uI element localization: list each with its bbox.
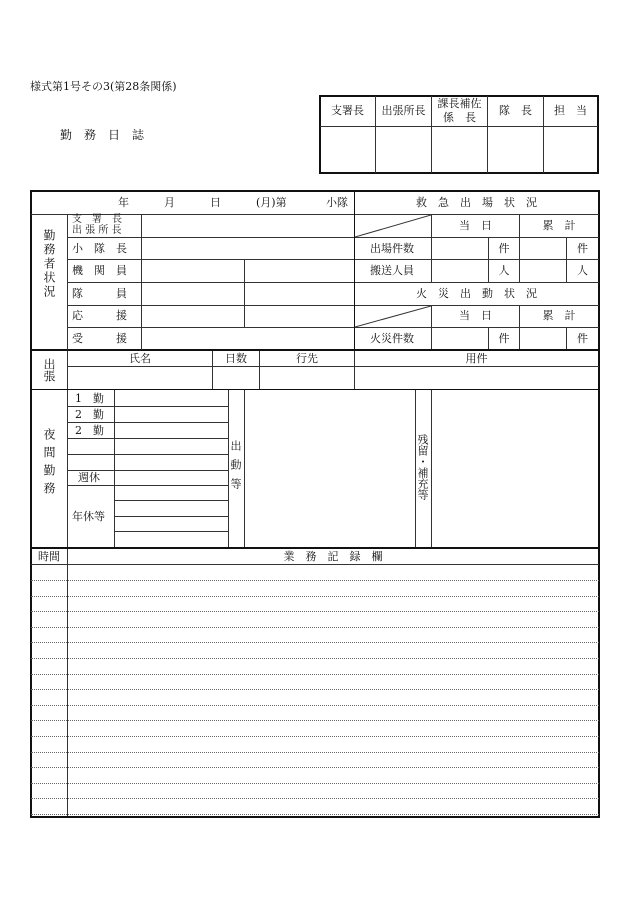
fire-unit: 件 (577, 332, 588, 345)
approval-cell-label: 係 長 (443, 111, 476, 124)
log-ruled-line (31, 642, 599, 643)
ems-title: 救 急 出 場 状 況 (416, 196, 537, 209)
log-ruled-line (31, 596, 599, 597)
log-ruled-line (31, 658, 599, 659)
log-ruled-line (31, 705, 599, 706)
log-ruled-line (31, 736, 599, 737)
night-row-label: 2 勤 (75, 424, 104, 437)
log-ruled-line (31, 720, 599, 721)
trip-header: 用件 (465, 352, 488, 365)
annual-leave-label: 年休等 (72, 510, 105, 523)
ems-unit: 人 (498, 264, 510, 277)
weekday-label: (月)第 (256, 196, 287, 209)
log-ruled-line (31, 689, 599, 690)
ems-total-header: 累 計 (542, 219, 576, 232)
ems-unit: 件 (498, 242, 510, 255)
remain-label: 残留・補充等 (416, 434, 429, 500)
approval-cell-label: 出張所長 (381, 104, 426, 117)
fire-today-header: 当 日 (459, 309, 492, 322)
log-ruled-line (31, 674, 599, 675)
diagonal-slash (355, 215, 431, 237)
staff-row-label: 出 張 所 長 (72, 225, 122, 236)
day-label: 日 (210, 196, 221, 209)
staff-side-label: 勤務者状況 (42, 229, 56, 299)
approval-cell-label: 隊 長 (499, 104, 532, 117)
month-label: 月 (164, 196, 175, 209)
trip-header: 日数 (225, 352, 247, 365)
log-time-header: 時間 (38, 550, 60, 563)
fire-row-label: 火災件数 (370, 332, 414, 345)
fire-unit: 件 (498, 332, 510, 345)
night-side-label: 夜間勤務 (42, 428, 56, 500)
night-row-label: 1 勤 (75, 392, 104, 405)
staff-row-label: 隊 員 (72, 287, 127, 300)
trip-side-label: 出張 (42, 358, 56, 382)
staff-row-label: 小 隊 長 (72, 242, 127, 255)
ems-unit: 人 (577, 264, 588, 277)
trip-header: 行先 (296, 352, 318, 365)
ems-row-label: 出場件数 (370, 242, 414, 255)
staff-row-label: 応 援 (72, 309, 127, 322)
dispatch-label: 出動等 (229, 440, 242, 497)
approval-cell-label: 支署長 (331, 104, 364, 117)
log-ruled-line (31, 783, 599, 784)
diagonal-slash (355, 306, 431, 327)
approval-cell-label: 課長補佐 (437, 97, 482, 110)
log-ruled-line (31, 798, 599, 799)
ems-unit: 件 (577, 242, 588, 255)
log-ruled-line (31, 767, 599, 768)
approval-cell-label: 担 当 (554, 104, 587, 117)
weekly-rest-label: 週休 (78, 471, 100, 484)
ems-row-label: 搬送人員 (370, 264, 414, 277)
log-ruled-line (31, 580, 599, 581)
log-ruled-line (31, 814, 599, 815)
log-ruled-line (31, 752, 599, 753)
night-row-label: 2 勤 (75, 408, 104, 421)
unit-label: 小隊 (326, 196, 348, 209)
log-ruled-line (31, 611, 599, 612)
document-title: 勤 務 日 誌 (60, 128, 145, 142)
form-id: 様式第1号その3(第28条関係) (30, 80, 177, 93)
fire-total-header: 累 計 (542, 309, 576, 322)
staff-row-label: 支 署 長 (72, 214, 122, 225)
log-title: 業 務 記 録 欄 (283, 550, 383, 563)
fire-title: 火 災 出 動 状 況 (416, 287, 537, 300)
year-label: 年 (118, 196, 129, 209)
staff-row-label: 受 援 (72, 332, 127, 345)
ems-today-header: 当 日 (459, 219, 492, 232)
log-ruled-line (31, 627, 599, 628)
staff-row-label: 機 関 員 (72, 264, 127, 277)
trip-header: 氏名 (129, 352, 151, 365)
